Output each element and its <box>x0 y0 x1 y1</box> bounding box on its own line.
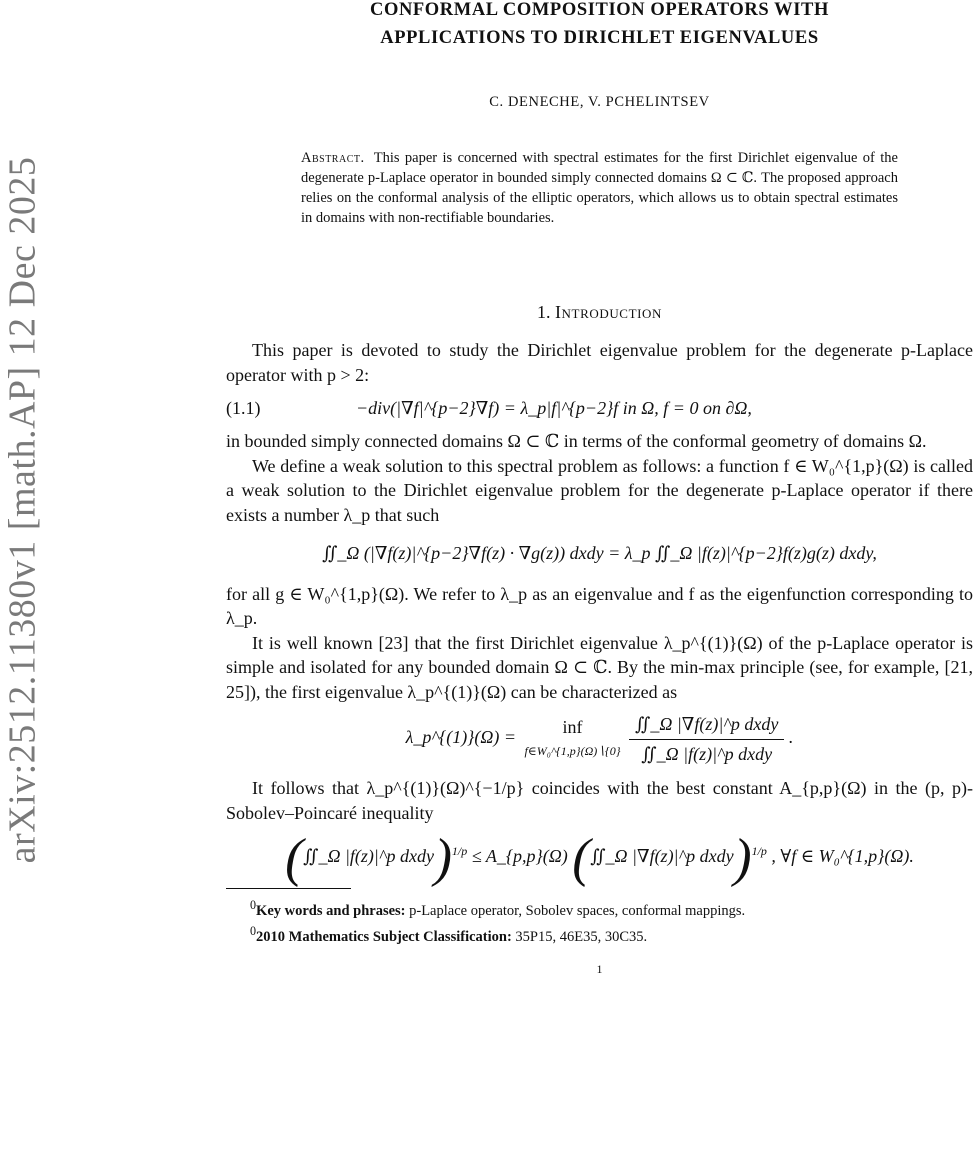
paragraph-6: It follows that λ_p^{(1)}(Ω)^{−1/p} coincides with the best constant A_{p,p}(Ω) in the (p, p)-Sobolev–Poincaré inequality <box>226 778 973 823</box>
quotient-numerator: ∬_Ω |∇f(z)|^p dxdy <box>629 712 784 740</box>
eigenvalue-characterization <box>226 712 973 766</box>
section-heading <box>226 300 973 325</box>
inf-subscript: f∈W₀^{1,p}(Ω)∖{0} <box>524 744 621 758</box>
sobolev-poincare-inequality: (∬_Ω |f(z)|^p dxdy)$^{1/p}$ ≤ A_{p,p}(Ω) (∬_Ω |∇f(z)|^p dxdy)$^{1/p}$ , ∀f ∈ W₀^{1,p}(Ω). <box>285 827 914 888</box>
paper-title <box>226 0 973 52</box>
eq4-middle: ≤ A_{p,p}(Ω) <box>471 846 568 866</box>
eq4-end: , ∀f ∈ W₀^{1,p}(Ω). <box>771 846 914 866</box>
paragraph-5: It is well known [23] that the first Dirichlet eigenvalue λ_p^{(1)}(Ω) of the p-Laplace operator is simple and isolated for any bounded domain Ω ⊂ ℂ. By the min-max principle (see, for example, [21, 25]), the first eigenvalue λ_p^{(1)}(Ω) can be characterized as <box>226 632 973 702</box>
eq4-right-inner: ∬_Ω |∇f(z)|^p dxdy <box>590 846 734 866</box>
equation-body: −div(|∇f|^{p−2}∇f) = λ_p|f|^{p−2}f in Ω, f = 0 on ∂Ω, <box>356 397 752 418</box>
inf-operator: inf <box>562 716 583 737</box>
arxiv-identifier: arXiv:2512.11380v1 [math.AP] 12 Dec 2025 <box>1 156 43 864</box>
abstract <box>301 148 898 228</box>
footnote-msc <box>226 921 973 947</box>
paper-page <box>226 0 973 981</box>
paragraph-3: We define a weak solution to this spectral problem as follows: a function f ∈ W₀^{1,p}(Ω) is called a weak solution to the Dirichlet eigenvalue problem for the degenerate p-Laplace operator if there exists a number λ_p that such <box>226 455 973 525</box>
rayleigh-quotient <box>629 712 784 766</box>
footnote-mark: 0 <box>250 898 257 913</box>
footnote-label: 2010 Mathematics Subject Classification: <box>256 928 512 945</box>
eq3-lhs: λ_p^{(1)}(Ω) = <box>405 727 517 748</box>
abstract-label: Abstract. <box>301 149 365 166</box>
eq4-left-exponent: 1/p <box>451 844 468 858</box>
page-number: 1 <box>596 961 603 976</box>
equation-number: (1.1) <box>226 397 261 418</box>
footnote-keywords <box>226 895 973 921</box>
paragraph-1: This paper is devoted to study the Dirichlet eigenvalue problem for the degenerate p-Laplace operator with p > 2: <box>226 340 973 385</box>
section-title: Introduction <box>554 301 663 322</box>
footnote-text: p-Laplace operator, Sobolev spaces, conformal mappings. <box>409 902 746 919</box>
equation-1-1 <box>226 391 973 425</box>
title-line-1: CONFORMAL COMPOSITION OPERATORS WITH <box>370 0 829 20</box>
paragraph-2: in bounded simply connected domains Ω ⊂ ℂ in terms of the conformal geometry of domains Ω. <box>226 431 927 451</box>
footnote-text: 35P15, 46E35, 30C35. <box>515 928 648 945</box>
abstract-text: This paper is concerned with spectral estimates for the first Dirichlet eigenvalue of the degenerate p-Laplace operator in bounded simply connected domains Ω ⊂ ℂ. The proposed approach relies on the conformal analysis of the elliptic operators, which allows us to obtain spectral estimates in domains with non-rectifiable boundaries. <box>301 149 898 226</box>
eq4-left-inner: ∬_Ω |f(z)|^p dxdy <box>303 846 434 866</box>
eq3-end: . <box>788 727 794 748</box>
eq3-inf <box>525 715 621 764</box>
quotient-denominator: ∬_Ω |f(z)|^p dxdy <box>641 743 773 764</box>
authors: C. DENECHE, V. PCHELINTSEV <box>489 94 710 110</box>
section-number: 1. <box>536 301 551 322</box>
weak-solution-equation: ∬_Ω (|∇f(z)|^{p−2}∇f(z) · ∇g(z)) dxdy = λ_p ∬_Ω |f(z)|^{p−2}f(z)g(z) dxdy, <box>322 543 877 563</box>
eq4-right-exponent: 1/p <box>751 844 767 858</box>
footnote-mark: 0 <box>250 923 257 938</box>
footnote-rule <box>226 888 351 889</box>
footnote-label: Key words and phrases: <box>256 902 406 919</box>
paragraph-4: for all g ∈ W₀^{1,p}(Ω). We refer to λ_p as an eigenvalue and f as the eigenfunction corresponding to λ_p. <box>226 583 973 628</box>
arxiv-sidebar <box>0 120 44 900</box>
title-line-2: APPLICATIONS TO DIRICHLET EIGENVALUES <box>380 28 819 48</box>
